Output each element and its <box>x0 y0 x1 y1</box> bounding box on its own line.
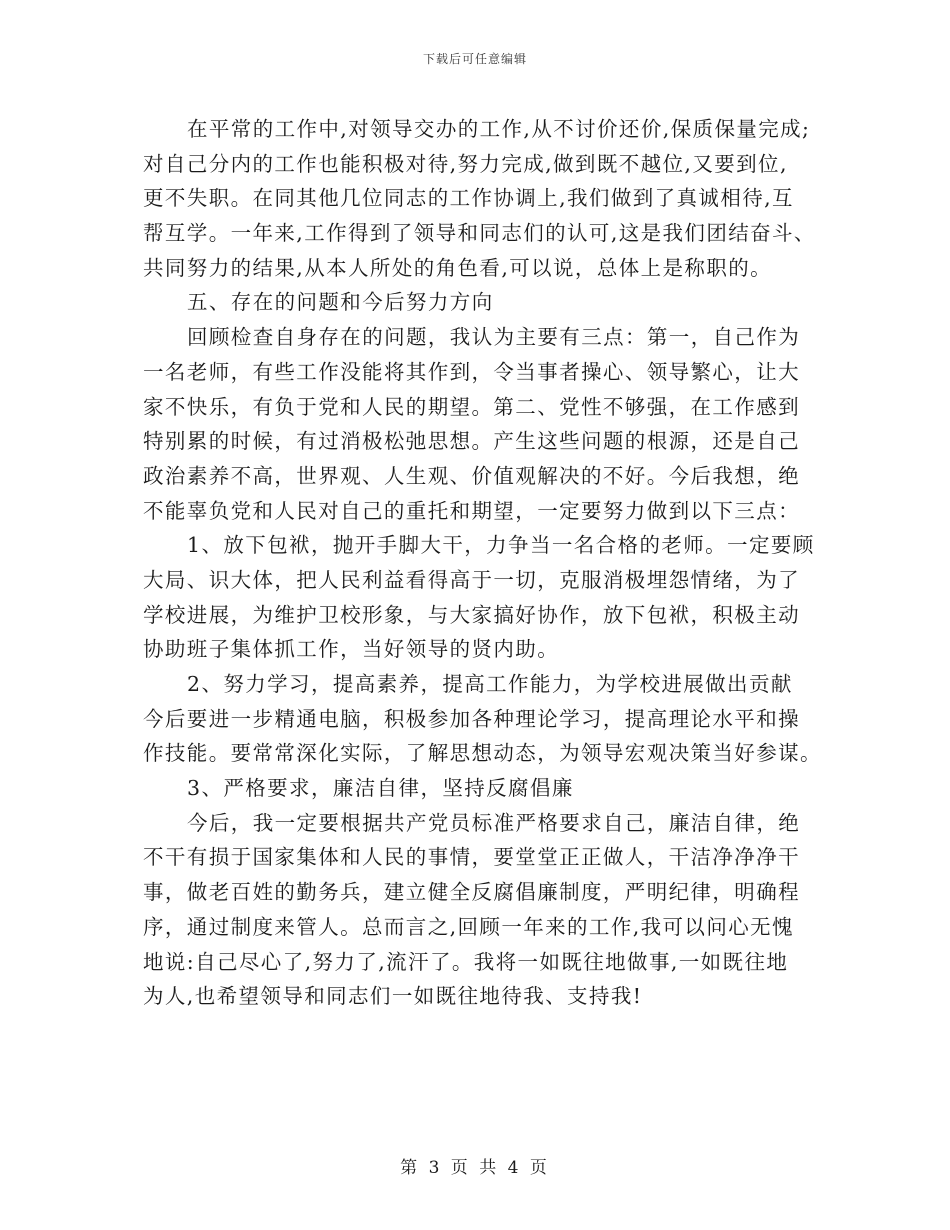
paragraph-line: 特别累的时候，有过消极松弛思想。产生这些问题的根源，还是自己 <box>143 429 800 454</box>
list-item-line: 3、严格要求，廉洁自律，坚持反腐倡廉 <box>187 776 574 801</box>
paragraph-line: 一名老师，有些工作没能将其作到，令当事者操心、领导繁心，让大 <box>143 359 800 384</box>
paragraph-line: 不干有损于国家集体和人民的事情，要堂堂正正做人，干洁净净净干 <box>143 845 800 870</box>
paragraph-line: 作技能。要常常深化实际，了解思想动态，为领导宏观决策当好参谋。 <box>143 741 822 766</box>
page-header-note: 下载后可任意编辑 <box>422 52 527 66</box>
paragraph-line: 家不快乐，有负于党和人民的期望。第二、党性不够强，在工作感到 <box>143 394 800 419</box>
paragraph-line: 今后要进一步精通电脑，积极参加各种理论学习，提高理论水平和操 <box>143 706 800 731</box>
paragraph-line: 序，通过制度来管人。总而言之,回顾一年来的工作,我可以问心无愧 <box>143 914 794 939</box>
paragraph-line: 对自己分内的工作也能积极对待,努力完成,做到既不越位,又要到位, <box>143 151 788 176</box>
paragraph-line: 帮互学。一年来,工作得到了领导和同志们的认可,这是我们团结奋斗、 <box>143 221 816 246</box>
paragraph-line: 大局、识大体，把人民利益看得高于一切，克服消极埋怨情绪，为了 <box>143 567 800 592</box>
paragraph-line: 共同努力的结果,从本人所处的角色看,可以说，总体上是称职的。 <box>143 255 773 280</box>
section-heading: 五、存在的问题和今后努力方向 <box>187 290 494 315</box>
paragraph-line: 学校进展，为维护卫校形象，与大家搞好协作，放下包袱，积极主动 <box>143 602 800 627</box>
paragraph-line: 为人,也希望领导和同志们一如既往地待我、支持我! <box>143 984 643 1009</box>
paragraph-line: 今后，我一定要根据共产党员标准严格要求自己，廉洁自律，绝 <box>187 810 801 835</box>
page-number: 第 3 页 共 4 页 <box>400 1158 550 1178</box>
paragraph-line: 事，做老百姓的勤务兵，建立健全反腐倡廉制度，严明纪律，明确程 <box>143 880 800 905</box>
paragraph-line: 协助班子集体抓工作，当好领导的贤内助。 <box>143 637 560 662</box>
paragraph-line: 在平常的工作中,对领导交办的工作,从不讨价还价,保质保量完成; <box>187 117 811 141</box>
document-body <box>143 112 823 1014</box>
paragraph-line: 回顾检查自身存在的问题，我认为主要有三点：第一，自己作为 <box>187 325 801 350</box>
paragraph-line: 更不失职。在同其他几位同志的工作协调上,我们做到了真诚相待,互 <box>143 186 794 211</box>
paragraph-line: 政治素养不高，世界观、人生观、价值观解决的不好。今后我想，绝 <box>143 463 800 488</box>
list-item-line: 1、放下包袱，抛开手脚大干，力争当一名合格的老师。一定要顾 <box>187 533 815 558</box>
paragraph-line: 地说:自己尽心了,努力了,流汗了。我将一如既往地做事,一如既往地 <box>143 949 789 974</box>
paragraph-line: 不能辜负党和人民对自己的重托和期望，一定要努力做到以下三点： <box>143 498 800 523</box>
list-item-line: 2、努力学习，提高素养，提高工作能力，为学校进展做出贡献 <box>187 672 793 696</box>
